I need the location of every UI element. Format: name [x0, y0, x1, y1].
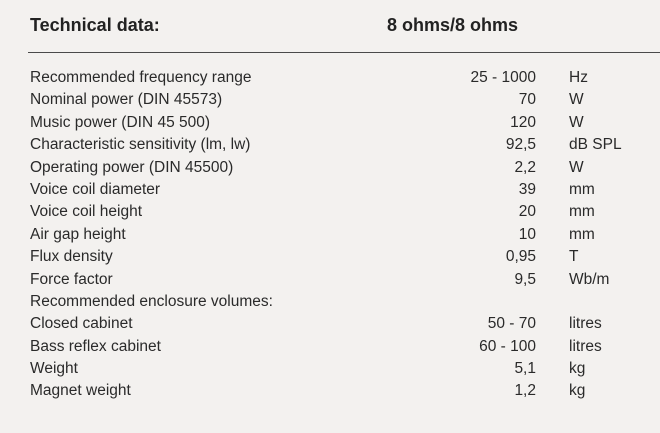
spec-unit: Wb/m [569, 270, 610, 288]
spec-label: Music power (DIN 45 500) [30, 113, 211, 131]
spec-value: 25 - 1000 [470, 69, 536, 86]
spec-row [0, 336, 660, 358]
spec-value: 10 [518, 225, 536, 243]
spec-row [0, 246, 660, 268]
spec-label: Force factor [30, 270, 113, 288]
spec-unit: T [569, 248, 579, 266]
spec-value: 0,95 [505, 248, 536, 266]
spec-label: Nominal power (DIN 45573) [30, 91, 223, 109]
spec-label: Operating power (DIN 45500) [30, 158, 234, 176]
spec-value: 70 [518, 91, 536, 109]
spec-row [0, 67, 660, 89]
spec-row [0, 358, 660, 380]
spec-value: 60 - 100 [479, 337, 536, 355]
spec-label: Air gap height [30, 225, 126, 243]
spec-label: Flux density [30, 248, 113, 266]
spec-row [0, 157, 660, 179]
spec-table [0, 67, 660, 403]
spec-row [0, 89, 660, 111]
spec-label: Magnet weight [30, 382, 131, 400]
spec-row [0, 201, 660, 223]
spec-unit: W [569, 91, 584, 109]
spec-unit: mm [569, 180, 595, 198]
spec-unit: kg [569, 382, 586, 400]
spec-row [0, 134, 660, 156]
spec-row [0, 179, 660, 201]
spec-unit: dB SPL [569, 136, 622, 154]
header-divider [28, 52, 660, 53]
spec-unit: mm [569, 225, 595, 243]
spec-row [0, 112, 660, 134]
spec-row [0, 224, 660, 246]
spec-value: 39 [518, 180, 536, 198]
spec-value: 50 - 70 [487, 315, 536, 333]
spec-value: 5,1 [514, 360, 536, 378]
spec-row [0, 269, 660, 291]
spec-unit: kg [569, 360, 586, 378]
spec-row [0, 291, 660, 313]
spec-label: Recommended frequency range [30, 69, 252, 86]
spec-label: Voice coil height [30, 203, 143, 221]
spec-row [0, 380, 660, 402]
spec-unit: litres [569, 337, 602, 355]
spec-unit: litres [569, 315, 602, 333]
spec-unit: W [569, 158, 584, 176]
spec-value: 1,2 [514, 382, 536, 400]
spec-label: Bass reflex cabinet [30, 337, 161, 355]
spec-value: 20 [518, 203, 536, 221]
spec-label: Recommended enclosure volumes: [30, 292, 273, 310]
spec-row [0, 313, 660, 335]
spec-value: 120 [510, 113, 536, 131]
page-title: Technical data: [30, 15, 160, 35]
spec-label: Characteristic sensitivity (lm, lw) [30, 136, 251, 154]
spec-label: Voice coil diameter [30, 180, 161, 198]
spec-value: 2,2 [514, 158, 536, 176]
spec-unit: Hz [569, 69, 588, 86]
spec-unit: mm [569, 203, 595, 221]
spec-value: 92,5 [505, 136, 536, 154]
spec-value: 9,5 [514, 270, 536, 288]
spec-label: Closed cabinet [30, 315, 133, 333]
impedance-heading: 8 ohms/8 ohms [387, 15, 519, 35]
document-header [0, 0, 660, 52]
spec-unit: W [569, 113, 584, 131]
spec-label: Weight [30, 360, 78, 378]
